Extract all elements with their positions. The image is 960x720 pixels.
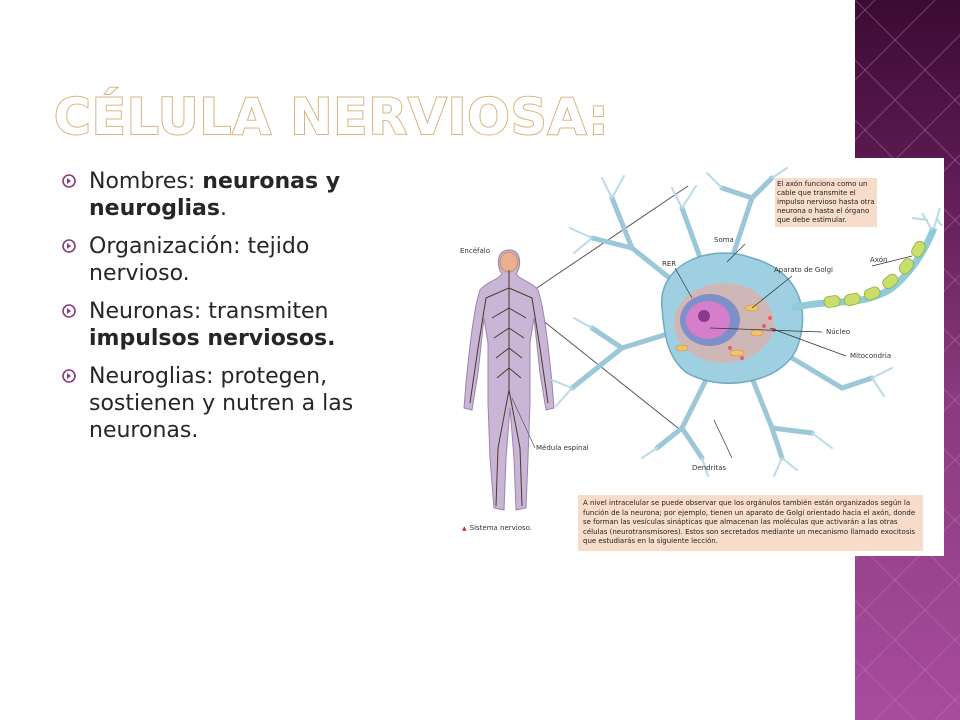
- circled-arrow-bullet-icon: [62, 174, 76, 188]
- neuron-figure: [452, 158, 944, 556]
- figure-caption-organelles: A nivel intracelular se puede observar que los orgánulos también están organizados según la función de la neurona; por ejemplo, tienen un aparato de Golgi orientado hacia el axón, donde se forman las vesículas sinápticas que almacenan las moléculas que activarán a las otras células (neurotransmisores). Estos son secretados mediante un mecanismo llamado exocitosis que estudiarás en la siguiente lección.: [578, 495, 923, 551]
- figure-caption-axon: El axón funciona como un cable que transmite el impulso nervioso hasta otra neurona o hasta el órgano que debe estimular.: [775, 178, 877, 227]
- label-nucleo: Núcleo: [826, 328, 851, 336]
- circled-arrow-bullet-icon: [62, 239, 76, 253]
- bullet-text: Neuroglias: protegen, sostienen y nutren a las neuronas.: [89, 364, 354, 443]
- slide-title: CÉLULA NERVIOSA:: [54, 88, 610, 146]
- label-encefalo: Encéfalo: [460, 247, 490, 255]
- human-body-illustration: [464, 250, 554, 510]
- bullet-bold-text: impulsos nerviosos.: [89, 326, 336, 351]
- bullet-text: Nombres:: [89, 169, 203, 194]
- label-soma: Soma: [714, 236, 734, 244]
- label-mitocondria: Mitocondria: [850, 352, 892, 360]
- bullet-item: [62, 298, 407, 352]
- bullet-text: Neuronas: transmiten: [89, 299, 329, 324]
- bullet-bold-text: neuronas y neuroglias: [89, 169, 341, 221]
- bullet-item: [62, 168, 407, 222]
- bullet-list: [62, 168, 407, 455]
- circled-arrow-bullet-icon: [62, 369, 76, 383]
- label-medula: Médula espinal: [536, 444, 589, 452]
- figure-label-sistema-nervioso: ▲ Sistema nervioso.: [462, 524, 532, 532]
- label-rer: RER: [662, 260, 677, 268]
- label-axon: Axón: [870, 256, 888, 264]
- bullet-item: [62, 233, 407, 287]
- circled-arrow-bullet-icon: [62, 304, 76, 318]
- label-golgi: Aparato de Golgi: [774, 266, 833, 274]
- bullet-item: [62, 363, 407, 444]
- label-dendritas: Dendritas: [692, 464, 727, 472]
- neuron-illustration: [552, 168, 942, 476]
- bullet-text-end: .: [219, 196, 227, 221]
- bullet-text: Organización: tejido nervioso.: [89, 234, 310, 286]
